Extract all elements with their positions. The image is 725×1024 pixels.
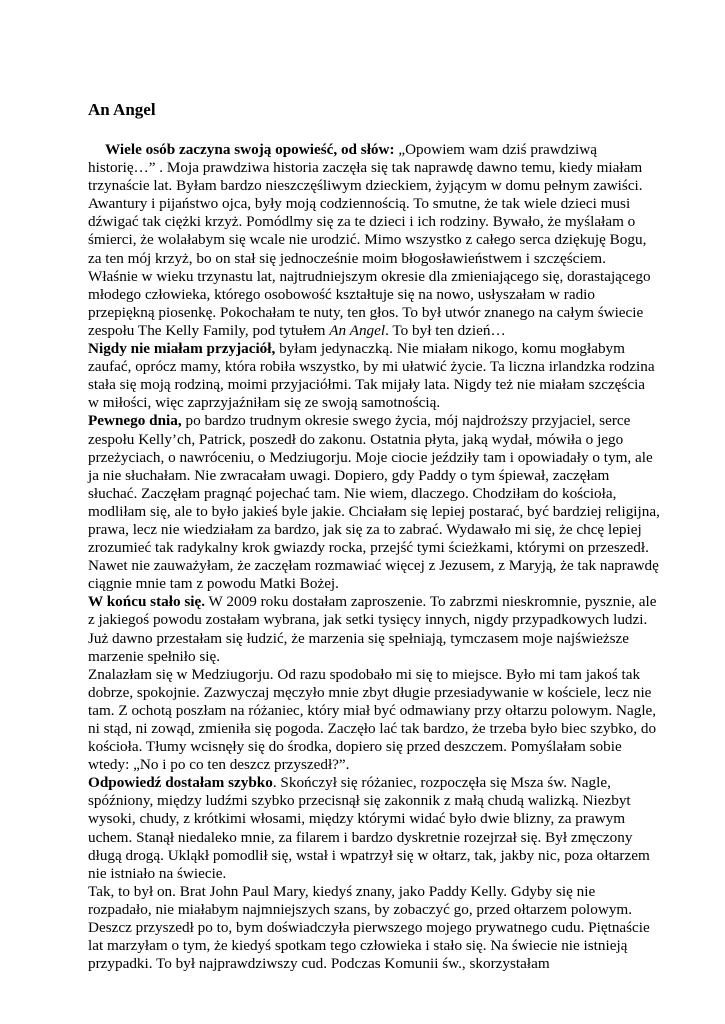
italic-title-text: An Angel [329, 321, 386, 339]
text-line [88, 847, 648, 865]
text-segment: wtedy: „No i po co ten deszcz przyszedł?”. [88, 756, 350, 774]
text-segment: Deszcz przyszedł po to, bym doświadczyła pierwszego mojego prywatnego cudu. Piętnaście [88, 919, 650, 937]
text-segment: Nawet nie zauważyłam, że zaczęłam rozmawiać więcej z Jezusem, z Maryją, że tak naprawdę [88, 557, 659, 575]
text-segment: Tak, to był on. Brat John Paul Mary, kiedyś znany, jako Paddy Kelly. Gdyby się nie [88, 882, 596, 900]
text-segment: młodego człowieka, którego osobowość kształtuje się na nowo, usłyszałam w radio [88, 285, 595, 303]
text-segment: uchem. Stanął niedaleko mnie, za filarem i bardzo dyskretnie rozejrzał się. Był zmęczony [88, 828, 633, 846]
text-line [88, 231, 648, 249]
text-segment: W 2009 roku dostałam zaproszenie. To zabrzmi nieskromnie, pysznie, ale [205, 593, 657, 611]
text-segment: z jakiegoś powodu zostałam wybrana, jak setki tysięcy innych, nigdy przypadkowych ludzi. [88, 611, 648, 629]
bold-lead-text: Pewnego dnia, [88, 412, 182, 430]
text-line [88, 376, 648, 394]
text-line [88, 683, 652, 702]
text-segment: kościoła. Tłumy wcisnęły się do środka, dopiero się przed deszczem. Pomyślałam sobie [88, 738, 622, 756]
text-line [88, 955, 648, 973]
document-title: An Angel [88, 100, 156, 119]
text-line [88, 141, 648, 159]
text-line [88, 593, 657, 611]
text-line [88, 829, 648, 847]
text-segment: zaufać, oprócz mamy, która robiła wszystko, by mi ułatwić życie. Ta liczna irlandzka rodzina [88, 358, 655, 376]
text-segment: słuchać. Zaczęłam pragnąć pojechać tam. Nie wiem, dlaczego. Chodziłam do kościoła, [88, 484, 617, 502]
text-segment: ni stąd, ni zowąd, zmieniła się pogoda. Zaczęło lać tak bardzo, że trzeba było biec szybko, do [88, 720, 657, 737]
text-segment: po bardzo trudnym okresie swego życia, mój najdroższy przyjaciel, serce [181, 412, 631, 430]
text-line [88, 701, 657, 720]
text-line [88, 792, 648, 810]
text-segment: Już dawno przestałam się łudzić, że marzenia się spełniają, tymczasem moje najświeższe [88, 629, 630, 647]
text-segment: marzenie spełniło się. [88, 647, 221, 665]
bold-lead-text: Nigdy nie miałam przyjaciół, [88, 340, 276, 358]
text-line [88, 648, 648, 666]
text-segment: wysoki, chudy, z krótkimi włosami, między którymi widać było dwie blizny, za prawym [88, 810, 626, 828]
text-segment: lat marzyłam o tym, że kiedyś spotkam tego człowieka i stało się. Na świecie nie istnieją [88, 937, 628, 955]
text-line [88, 919, 648, 937]
text-line [88, 286, 648, 304]
text-line [88, 467, 648, 485]
bold-lead-text: Wiele osób zaczyna swoją opowieść, od słów: [105, 141, 395, 158]
text-line [88, 448, 653, 467]
text-segment: Właśnie w wieku trzynastu lat, najtrudniejszym okresie dla zmieniającego się, dorastającego [88, 267, 651, 285]
text-segment: modliłam się, ale to było jakieś byle jakie. Chciałam się lepiej postarać, być bardziej religijna, [88, 502, 660, 520]
text-segment: zrozumieć tak radykalny krok gwiazdy rocka, przejść tymi ścieżkami, którymi on przeszedł. [88, 539, 649, 557]
document-body [88, 141, 660, 973]
text-segment: dźwigać tak ciężki krzyż. Pomódlmy się za te dzieci i ich rodziny. Bywało, że myślałam o [88, 213, 636, 231]
text-segment: rozpadało, nie miałabym najmniejszych szans, by zobaczyć go, przed ołtarzem polowym. [88, 900, 633, 918]
text-line [88, 937, 648, 955]
text-segment: Znalazłam się w Medziugorju. Od razu spodobało mi się to miejsce. Było mi tam jakoś tak [88, 665, 641, 683]
text-line [88, 502, 660, 521]
text-segment: historię…” . Moja prawdziwa historia zaczęła się tak naprawdę dawno temu, kiedy miałam [88, 159, 643, 177]
text-segment: stała się moją rodziną, moimi przyjaciółmi. Tak mijały lata. Nigdy też nie miałam szczęścia [88, 376, 646, 394]
text-line [88, 358, 655, 376]
text-line [88, 611, 648, 629]
text-segment: trzynaście lat. Byłam bardzo nieszczęśliwym dzieckiem, żyjącym w domu pełnym zawiści. [88, 177, 643, 195]
text-line [88, 485, 648, 503]
text-segment: przeżyciach, o nawróceniu, o Medziugorju. Moje ciocie jeździły tam i opowiadały o tym, ale [88, 448, 653, 466]
text-segment: Awantury i pijaństwo ojca, były moją codziennością. To smutne, że tak wiele dzieci musi [88, 195, 631, 213]
text-line [88, 557, 659, 575]
text-segment: nie istniało na świecie. [88, 864, 227, 882]
text-segment: prawa, lecz nie wiedziałam za bardzo, jak się za to zabrać. Wydawało mi się, że chcę lepiej [88, 520, 642, 538]
text-segment: w miłości, więc zaprzyjaźniłam się ze swoją samotnością. [88, 394, 441, 412]
text-line [88, 810, 648, 828]
text-line [88, 539, 648, 557]
text-segment: ciągnie mnie tam z powodu Matki Bożej. [88, 575, 339, 593]
text-line [88, 322, 648, 340]
text-line [88, 213, 648, 231]
text-line [88, 412, 648, 430]
text-segment: zespołu The Kelly Family, pod tytułem [88, 321, 330, 339]
text-line [88, 738, 648, 756]
text-line [88, 865, 648, 883]
text-line [88, 774, 648, 792]
text-segment: . Skończył się różaniec, rozpoczęła się Msza św. Nagle, [272, 774, 611, 792]
text-line [88, 340, 648, 358]
text-line [88, 394, 648, 412]
text-line [88, 720, 657, 738]
text-line [88, 195, 648, 213]
text-segment: „Opowiem wam dziś prawdziwą [394, 141, 597, 158]
text-segment: śmierci, że wolałabym się wcale nie urodzić. Mimo wszystko z całego serca dziękuję Bogu, [88, 231, 647, 249]
text-segment: tam. Z ochotą poszłam na różaniec, który miał być odmawiany przy ołtarzu polowym. Nagle, [88, 701, 657, 719]
text-line [88, 159, 648, 177]
bold-lead-text: Odpowiedź dostałam szybko [88, 774, 273, 792]
text-line [88, 575, 648, 593]
text-segment: długą drogą. Ukląkł pomodlił się, wstał i wpatrzył się w ołtarz, tak, jakby nic, poza ołtarzem [88, 846, 650, 864]
text-line [88, 431, 648, 449]
text-line [88, 883, 648, 901]
text-segment: ja nie słuchałam. Nie zwracałam uwagi. Dopiero, gdy Paddy o tym śpiewał, zaczęłam [88, 466, 610, 484]
text-segment: byłam jedynaczką. Nie miałam nikogo, komu mogłabym [275, 340, 625, 358]
text-line [88, 304, 648, 322]
text-segment: przypadki. To był najprawdziwszy cud. Podczas Komunii św., skorzystałam [88, 955, 550, 973]
text-segment: przepiękną piosenkę. Pokochałam te nuty, ten głos. To był utwór znanego na całym świecie [88, 303, 644, 321]
text-segment: dobrze, spokojnie. Zazwyczaj męczyło mnie zbyt długie przesiadywanie w kościele, lecz nie [88, 683, 652, 701]
text-line [88, 177, 648, 195]
text-line [88, 521, 648, 539]
text-line [88, 250, 648, 268]
text-line [88, 630, 648, 648]
text-line [88, 756, 648, 774]
text-segment: zespołu Kelly’ch, Patrick, poszedł do zakonu. Ostatnia płyta, jaką wydał, mówiła o jego [88, 430, 624, 448]
text-segment: . To był ten dzień… [385, 321, 506, 339]
text-line [88, 901, 648, 919]
bold-lead-text: W końcu stało się. [88, 593, 206, 611]
text-segment: spóźniony, między ludźmi szybko przecisnął się zakonnik z małą chudą walizką. Niezbyt [88, 792, 631, 810]
text-segment: za ten mój krzyż, bo on stał się jednocześnie moim błogosławieństwem i szczęściem. [88, 249, 606, 267]
text-line [88, 666, 648, 684]
text-line [88, 267, 651, 286]
